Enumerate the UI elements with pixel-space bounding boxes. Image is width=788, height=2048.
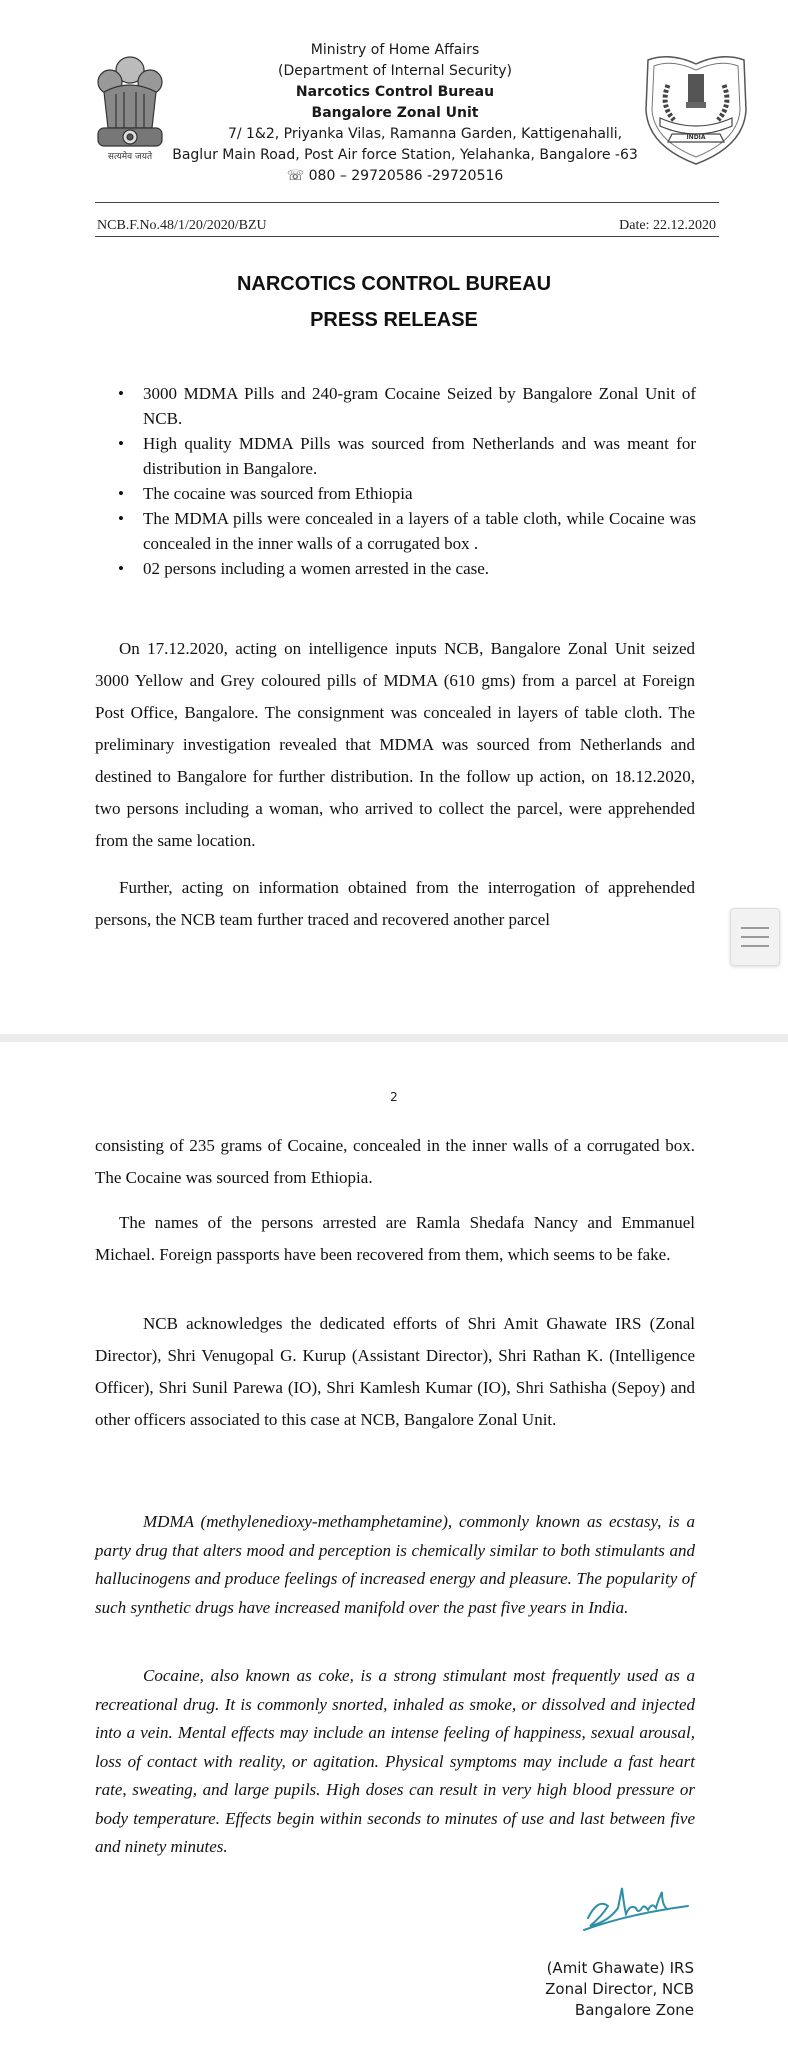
page-separator: [0, 1034, 788, 1042]
crest-banner-text: INDIA: [686, 134, 706, 141]
paragraph-further-continued: consisting of 235 grams of Cocaine, concealed in the inner walls of a corrugated box. The Cocaine was sourced from Ethiopia.: [95, 1136, 695, 1187]
menu-lines-icon: [741, 927, 769, 929]
highlights-list: [118, 381, 696, 581]
paragraph-arrested-names: The names of the persons arrested are Ramla Shedafa Nancy and Emmanuel Michael. Foreign passports have been recovered from them, which seems to be fake.: [95, 1213, 695, 1264]
page-number: 2: [390, 1090, 398, 1104]
highlight-item: • The MDMA pills were concealed in a layers of a table cloth, while Cocaine was concealed in the inner walls of a corrugated box .: [118, 506, 696, 556]
signatory-zone: Bangalore Zone: [574, 2001, 694, 2019]
address-line-2: Baglur Main Road, Post Air force Station, Yelahanka, Bangalore -63: [172, 147, 638, 163]
paragraph-seizure: On 17.12.2020, acting on intelligence inputs NCB, Bangalore Zonal Unit seized 3000 Yellow and Grey coloured pills of MDMA (610 gms) from a parcel at Foreign Post Office, Bangalore. The consignment was concealed in layers of table cloth. The preliminary investigation revealed that MDMA was sourced from Netherlands and destined to Bangalore for further distribution. In the follow up action, on 18.12.2020, two persons including a woman, who arrived to collect the parcel, were apprehended from the same location.: [95, 639, 695, 850]
paragraph-mdma-info: MDMA (methylenedioxy-methamphetamine), commonly known as ecstasy, is a party drug that alters mood and perception is chemically similar to both stimulants and hallucinogens and produce feelings of increased energy and pleasure. The popularity of such synthetic drugs have increased manifold over the past five years in India.: [95, 1512, 695, 1617]
ministry-name: Ministry of Home Affairs: [310, 42, 480, 58]
highlight-item: • 3000 MDMA Pills and 240-gram Cocaine Seized by Bangalore Zonal Unit of NCB.: [118, 381, 696, 431]
scroll-handle[interactable]: [730, 908, 780, 966]
menu-line: [741, 936, 769, 938]
emblem-motto: सत्यमेव जयते: [107, 152, 153, 162]
department-name: (Department of Internal Security): [278, 63, 512, 79]
header-divider: [95, 202, 719, 203]
menu-line: [741, 945, 769, 947]
phone-number: ☏ 080 – 29720586 -29720516: [286, 168, 504, 184]
highlight-item: • 02 persons including a women arrested in the case.: [118, 556, 696, 581]
highlight-item: • High quality MDMA Pills was sourced from Netherlands and was meant for distribution in Bangalore.: [118, 431, 696, 481]
press-release-title: PRESS RELEASE: [310, 309, 478, 331]
address-line-1: 7/ 1&2, Priyanka Vilas, Ramanna Garden, Kattigenahalli,: [227, 126, 623, 142]
file-number: NCB.F.No.48/1/20/2020/BZU: [97, 218, 267, 233]
bureau-title: NARCOTICS CONTROL BUREAU: [236, 273, 552, 295]
reference-divider: [95, 236, 719, 237]
unit-name: Bangalore Zonal Unit: [311, 105, 479, 121]
paragraph-cocaine-info: Cocaine, also known as coke, is a strong stimulant most frequently used as a recreational drug. It is commonly snorted, inhaled as smoke, or dissolved and injected into a vein. Mental effects may include an intense feeling of happiness, sexual arousal, loss of contact with reality, or agitation. Physical symptoms may include a fast heart rate, sweating, and large pupils. High doses can result in very high blood pressure or body temperature. Effects begin within seconds to minutes of use and last between five and ninety minutes.: [95, 1666, 695, 1856]
highlight-item: • The cocaine was sourced from Ethiopia: [118, 481, 696, 506]
paragraph-acknowledgement: NCB acknowledges the dedicated efforts of Shri Amit Ghawate IRS (Zonal Director), Shri Venugopal G. Kurup (Assistant Director), Shri Rathan K. (Intelligence Officer), Shri Sunil Parewa (IO), Shri Kamlesh Kumar (IO), Shri Sathisha (Sepoy) and other officers associated to this case at NCB, Bangalore Zonal Unit.: [95, 1314, 695, 1429]
signatory-name: (Amit Ghawate) IRS: [546, 1959, 694, 1977]
bureau-name: Narcotics Control Bureau: [295, 84, 495, 100]
signature-image: [578, 1878, 693, 1938]
signatory-designation: Zonal Director, NCB: [545, 1980, 694, 1998]
paragraph-further-partial: Further, acting on information obtained from the interrogation of apprehended persons, the NCB team further traced and recovered another parcel: [95, 878, 695, 929]
release-date: Date: 22.12.2020: [619, 218, 716, 233]
